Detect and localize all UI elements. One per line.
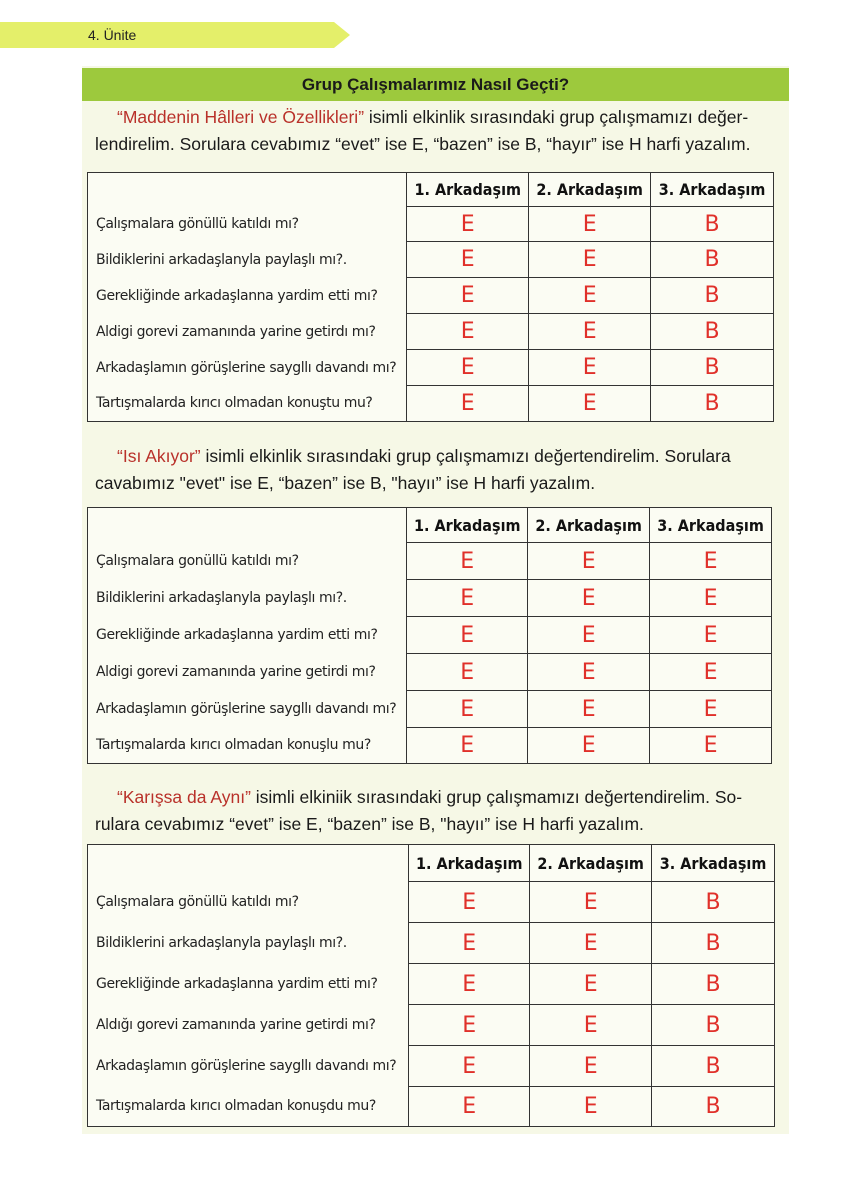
- section-1-intro: [95, 104, 785, 158]
- column-header: 3. Arkadaşım: [651, 173, 774, 207]
- answer-cell: E: [530, 964, 652, 1005]
- question-cell: Tartışmalarda kırıcı olmadan konuşlu mu?: [88, 728, 407, 764]
- answer-cell: B: [652, 1005, 775, 1046]
- answer-cell: E: [407, 242, 529, 278]
- intro-text: rulara cevabımız “evet” ise E, “bazen” ise B, "hayıı” ise H harfi yazalım.: [95, 814, 644, 834]
- answer-cell: B: [651, 386, 774, 422]
- answer-cell: E: [407, 580, 528, 617]
- question-cell: Gerekliğinde arkadaşlanna yardim etti mı?: [88, 278, 407, 314]
- question-cell: Aldigi gorevi zamanında yarine getirdı mı?: [88, 314, 407, 350]
- question-cell: Bildiklerini arkadaşlanyla paylaşlı mı?.: [88, 923, 409, 964]
- activity-name: “Isı Akıyor”: [117, 446, 201, 466]
- page-title: Grup Çalışmalarımız Nasıl Geçti?: [82, 68, 789, 101]
- header-blank-cell: [88, 508, 407, 543]
- table-row: [88, 314, 774, 350]
- question-cell: Çalışmalara gönüllü katıldı mı?: [88, 207, 407, 242]
- answer-cell: E: [530, 923, 652, 964]
- activity-name: “Karışsa da Aynı”: [117, 787, 251, 807]
- table-header-row: [88, 508, 772, 543]
- evaluation-table-3: [87, 844, 775, 1127]
- table-row: [88, 278, 774, 314]
- question-cell: Çalışmalara gönüllü katıldı mı?: [88, 882, 409, 923]
- answer-cell: B: [651, 242, 774, 278]
- answer-cell: E: [407, 207, 529, 242]
- answer-cell: E: [530, 1005, 652, 1046]
- answer-cell: E: [650, 728, 772, 764]
- answer-cell: E: [529, 278, 651, 314]
- answer-cell: E: [409, 882, 530, 923]
- unit-tab-arrow-shape: [0, 22, 350, 48]
- table-row: [88, 923, 775, 964]
- answer-cell: E: [650, 617, 772, 654]
- answer-cell: E: [528, 691, 650, 728]
- question-cell: Arkadaşlamın görüşlerine saygllı davandı mı?: [88, 1046, 409, 1087]
- answer-cell: B: [651, 278, 774, 314]
- table-row: [88, 728, 772, 764]
- evaluation-table-1: [87, 172, 774, 422]
- section-2-intro: [95, 443, 785, 497]
- question-cell: Bildiklerini arkadaşlanyla paylaşlı mı?.: [88, 580, 407, 617]
- table-row: [88, 386, 774, 422]
- answer-cell: B: [651, 350, 774, 386]
- unit-label: 4. Ünite: [88, 27, 137, 43]
- table-row: [88, 1046, 775, 1087]
- answer-cell: B: [652, 923, 775, 964]
- answer-cell: E: [529, 314, 651, 350]
- table-header-row: [88, 845, 775, 882]
- question-cell: Çalışmalara gonüllü katıldı mı?: [88, 543, 407, 580]
- answer-cell: E: [529, 386, 651, 422]
- answer-cell: E: [528, 617, 650, 654]
- table-row: [88, 242, 774, 278]
- answer-cell: E: [407, 691, 528, 728]
- answer-cell: B: [651, 207, 774, 242]
- table-row: [88, 350, 774, 386]
- column-header: 1. Arkadaşım: [407, 173, 529, 207]
- table-header-row: [88, 173, 774, 207]
- activity-name: “Maddenin Hâlleri ve Özellikleri”: [117, 107, 365, 127]
- answer-cell: E: [650, 691, 772, 728]
- answer-cell: E: [407, 278, 529, 314]
- answer-cell: E: [407, 617, 528, 654]
- intro-text: cavabımız "evet" ise E, “bazen” ise B, "hayıı” ise H harfi yazalım.: [95, 473, 596, 493]
- column-header: 2. Arkadaşım: [530, 845, 652, 882]
- table-row: [88, 882, 775, 923]
- column-header: 2. Arkadaşım: [529, 173, 651, 207]
- question-cell: Tartışmalarda kırıcı olmadan konuşdu mu?: [88, 1087, 409, 1127]
- question-cell: Bildiklerini arkadaşlanyla paylaşlı mı?.: [88, 242, 407, 278]
- answer-cell: E: [528, 543, 650, 580]
- answer-cell: E: [528, 654, 650, 691]
- column-header: 2. Arkadaşım: [528, 508, 650, 543]
- answer-cell: E: [528, 728, 650, 764]
- question-cell: Arkadaşlamın görüşlerine saygllı davandı mı?: [88, 350, 407, 386]
- answer-cell: E: [529, 207, 651, 242]
- column-header: 3. Arkadaşım: [650, 508, 772, 543]
- table-row: [88, 617, 772, 654]
- intro-text: isimli elkinlik sırasındaki grup çalışmamızı değertendirelim. Sorulara: [200, 446, 731, 466]
- question-cell: Gerekliğinde arkadaşlanna yardim etti mı?: [88, 964, 409, 1005]
- answer-cell: E: [650, 654, 772, 691]
- question-cell: Aldigi gorevi zamanında yarine getirdi mı?: [88, 654, 407, 691]
- answer-cell: E: [407, 654, 528, 691]
- answer-cell: E: [409, 1005, 530, 1046]
- question-cell: Gerekliğinde arkadaşlanna yardim etti mı?: [88, 617, 407, 654]
- evaluation-table-2: [87, 507, 772, 764]
- unit-tab: [0, 22, 350, 48]
- table-row: [88, 691, 772, 728]
- answer-cell: E: [529, 242, 651, 278]
- question-cell: Tartışmalarda kırıcı olmadan konuştu mu?: [88, 386, 407, 422]
- answer-cell: E: [409, 964, 530, 1005]
- answer-cell: E: [530, 1046, 652, 1087]
- answer-cell: E: [407, 350, 529, 386]
- table-row: [88, 207, 774, 242]
- table-row: [88, 654, 772, 691]
- answer-cell: E: [650, 543, 772, 580]
- column-header: 1. Arkadaşım: [409, 845, 530, 882]
- header-blank-cell: [88, 173, 407, 207]
- answer-cell: E: [529, 350, 651, 386]
- answer-cell: E: [409, 923, 530, 964]
- answer-cell: E: [407, 728, 528, 764]
- answer-cell: E: [650, 580, 772, 617]
- question-cell: Aldığı gorevi zamanında yarine getirdi mı?: [88, 1005, 409, 1046]
- answer-cell: E: [528, 580, 650, 617]
- answer-cell: E: [407, 386, 529, 422]
- intro-text: isimli elkinlik sırasındaki grup çalışmamızı değer-: [364, 107, 749, 127]
- table-row: [88, 1005, 775, 1046]
- table-row: [88, 580, 772, 617]
- answer-cell: B: [651, 314, 774, 350]
- answer-cell: E: [409, 1087, 530, 1127]
- header-blank-cell: [88, 845, 409, 882]
- section-3-intro: [95, 784, 785, 838]
- column-header: 1. Arkadaşım: [407, 508, 528, 543]
- table-row: [88, 964, 775, 1005]
- column-header: 3. Arkadaşım: [652, 845, 775, 882]
- table-row: [88, 1087, 775, 1127]
- answer-cell: E: [530, 882, 652, 923]
- question-cell: Arkadaşlamın görüşlerine saygllı davandı mı?: [88, 691, 407, 728]
- intro-text: isimli elkiniik sırasındaki grup çalışmamızı değertendirelim. So-: [250, 787, 743, 807]
- answer-cell: E: [407, 314, 529, 350]
- answer-cell: B: [652, 882, 775, 923]
- answer-cell: E: [407, 543, 528, 580]
- intro-text: lendirelim. Sorulara cevabımız “evet” ise E, “bazen” ise B, “hayır” ise H harfi yazalım.: [95, 134, 751, 154]
- answer-cell: E: [530, 1087, 652, 1127]
- answer-cell: B: [652, 964, 775, 1005]
- table-row: [88, 543, 772, 580]
- answer-cell: B: [652, 1087, 775, 1127]
- answer-cell: B: [652, 1046, 775, 1087]
- answer-cell: E: [409, 1046, 530, 1087]
